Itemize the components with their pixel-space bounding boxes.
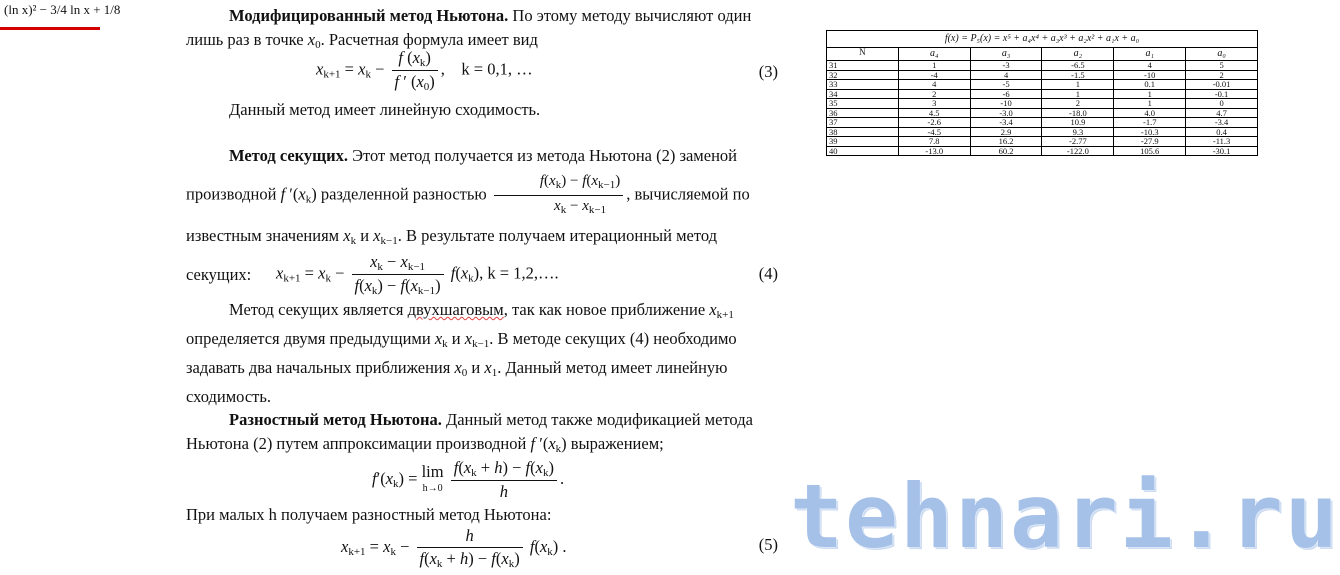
table-cell: 10.9 bbox=[1042, 118, 1114, 128]
table-title: f(x) = P₅(x) = x⁵ + a₄x⁴ + a₃x³ + a₂x² + a₁x + a₀ bbox=[827, 31, 1258, 48]
table-cell: -11.3 bbox=[1186, 137, 1258, 147]
table-cell: 4 bbox=[970, 70, 1042, 80]
eq3-tail: k = 0,1, … bbox=[461, 59, 533, 79]
table-row bbox=[827, 108, 1258, 118]
table-cell: -2.6 bbox=[898, 118, 970, 128]
equation-4: $x_{k+1} = x_k$ − $\frac{x_k - x_{k-1}}{f(x_k) - f(x_{k-1})}$ $f(x_k)$, k = 1,2,…. bbox=[276, 252, 559, 297]
table-header-cell: N bbox=[827, 48, 899, 61]
table-cell: 2 bbox=[898, 89, 970, 99]
table-cell: -3.4 bbox=[970, 118, 1042, 128]
table-cell: 36 bbox=[827, 108, 899, 118]
red-underline bbox=[0, 27, 100, 30]
table-cell: 31 bbox=[827, 61, 899, 71]
sec3-paragraph: Разностный метод Ньютона. Данный метод также модификацией метода Ньютона (2) путем аппроксимации производной f $'(x_k)$ выражением; bbox=[186, 410, 753, 455]
table-cell: -6.5 bbox=[1042, 61, 1114, 71]
coefficients-table-wrap bbox=[826, 30, 1258, 156]
table-cell: 1 bbox=[1114, 99, 1186, 109]
table-cell: 0.4 bbox=[1186, 127, 1258, 137]
table-cell: -4 bbox=[898, 70, 970, 80]
sec1-text2: . Расчетная формула имеет вид bbox=[320, 30, 538, 49]
table-row bbox=[827, 61, 1258, 71]
table-cell: 9.3 bbox=[1042, 127, 1114, 137]
sec3-after: При малых h получаем разностный метод Ньютона: bbox=[186, 505, 552, 524]
sec2-paragraph: Метод секущих. Этот метод получается из метода Ньютона (2) заменой производной f $'(x_k)$ разделенной разностью $\frac{f(x_k) - f(x_{k-1})}{x_k - x_{k-1}}$ , вычисляемой по известным значениям $x_k$ и $x_{k-1}$. В результате получаем итерационный метод секущих: bbox=[186, 146, 750, 284]
table-cell: -3.4 bbox=[1186, 118, 1258, 128]
table-cell: 1 bbox=[1114, 89, 1186, 99]
table-cell: -0.1 bbox=[1186, 89, 1258, 99]
table-header-cell: a₀ bbox=[1186, 48, 1258, 61]
table-cell: 35 bbox=[827, 99, 899, 109]
table-cell: -13.0 bbox=[898, 146, 970, 156]
table-cell: 2 bbox=[1186, 70, 1258, 80]
sec1-paragraph: Модифицированный метод Ньютона. По этому методу вычисляют один лишь раз в точке $x_0$. Расчетная формула имеет вид bbox=[186, 6, 752, 51]
table-cell: -27.9 bbox=[1114, 137, 1186, 147]
table-cell: 7.8 bbox=[898, 137, 970, 147]
table-cell: 3 bbox=[898, 99, 970, 109]
sec1-text1: По этому методу вычисляют один лишь раз в точке bbox=[186, 6, 752, 49]
table-cell: 105.6 bbox=[1114, 146, 1186, 156]
table-row bbox=[827, 137, 1258, 147]
table-row bbox=[827, 70, 1258, 80]
equation-derivative: $f'(x_k) = \lim$ h→0 $\frac{f(x_k + h) - f(x_k)}{h}$ . bbox=[372, 458, 565, 501]
table-cell: -3 bbox=[970, 61, 1042, 71]
table-cell: -2.77 bbox=[1042, 137, 1114, 147]
eq3-number: (3) bbox=[758, 62, 778, 81]
sec1-after: Данный метод имеет линейную сходимость. bbox=[229, 100, 541, 119]
table-cell: 33 bbox=[827, 80, 899, 90]
table-cell: 37 bbox=[827, 118, 899, 128]
sec2-paragraph2: Метод секущих является двухшаговым, так как новое приближение $x_{k+1}$ определяется двумя предыдущими $x_k$ и $x_{k-1}$. В методе секущих (4) необходимо задавать два начальных приближения $x_0$ и $x_1$. Данный метод имеет линейную сходимость. bbox=[186, 300, 737, 406]
table-cell: 1 bbox=[1042, 89, 1114, 99]
table-cell: -10 bbox=[970, 99, 1042, 109]
table-header-cell: a₄ bbox=[898, 48, 970, 61]
table-cell: -4.5 bbox=[898, 127, 970, 137]
table-header-cell: a₃ bbox=[970, 48, 1042, 61]
table-cell: 4.0 bbox=[1114, 108, 1186, 118]
table-cell: 60.2 bbox=[970, 146, 1042, 156]
table-row bbox=[827, 99, 1258, 109]
equation-5: $x_{k+1} = x_k$ − $\frac{h}{f(x_k + h) - f(x_k)}$ $f(x_k)$ . bbox=[341, 526, 567, 570]
table-cell: -10.3 bbox=[1114, 127, 1186, 137]
corner-formula: (ln x)² − 3/4 ln x + 1/8 bbox=[4, 2, 121, 17]
table-cell: 2.9 bbox=[970, 127, 1042, 137]
equation-3: $x_{k+1} = x_k$ − $\frac{f (x_k)}{f ' (x_0)}$ , k = 0,1, … bbox=[316, 48, 533, 93]
table-cell: 4.5 bbox=[898, 108, 970, 118]
table-cell: 34 bbox=[827, 89, 899, 99]
table-cell: 38 bbox=[827, 127, 899, 137]
table-row bbox=[827, 118, 1258, 128]
table-cell: 16.2 bbox=[970, 137, 1042, 147]
table-cell: 1 bbox=[898, 61, 970, 71]
table-cell: -6 bbox=[970, 89, 1042, 99]
table-cell: 4 bbox=[1114, 61, 1186, 71]
sec1-title: Модифицированный метод Ньютона. bbox=[229, 6, 509, 25]
table-cell: 5 bbox=[1186, 61, 1258, 71]
coefficients-table bbox=[826, 30, 1258, 156]
table-cell: 2 bbox=[1042, 99, 1114, 109]
table-cell: 39 bbox=[827, 137, 899, 147]
table-row bbox=[827, 89, 1258, 99]
table-cell: -1.7 bbox=[1114, 118, 1186, 128]
table-row bbox=[827, 146, 1258, 156]
wavy-word: двухшаговым bbox=[407, 300, 504, 319]
table-cell: -3.0 bbox=[970, 108, 1042, 118]
table-cell: -0.01 bbox=[1186, 80, 1258, 90]
table-cell: 0.1 bbox=[1114, 80, 1186, 90]
table-header-cell: a₂ bbox=[1042, 48, 1114, 61]
table-cell: 4.7 bbox=[1186, 108, 1258, 118]
eq4-number: (4) bbox=[758, 264, 778, 283]
watermark: tehnari.ru bbox=[790, 465, 1340, 568]
table-cell: -30.1 bbox=[1186, 146, 1258, 156]
table-cell: 1 bbox=[1042, 80, 1114, 90]
table-cell: 4 bbox=[898, 80, 970, 90]
sec3-title: Разностный метод Ньютона. bbox=[229, 410, 442, 429]
eq5-number: (5) bbox=[758, 535, 778, 554]
table-row bbox=[827, 80, 1258, 90]
sec2-title: Метод секущих. bbox=[229, 146, 348, 165]
table-header-cell: a₁ bbox=[1114, 48, 1186, 61]
table-cell: -1.5 bbox=[1042, 70, 1114, 80]
table-cell: -10 bbox=[1114, 70, 1186, 80]
table-cell: 0 bbox=[1186, 99, 1258, 109]
table-cell: 32 bbox=[827, 70, 899, 80]
table-cell: -18.0 bbox=[1042, 108, 1114, 118]
table-cell: -5 bbox=[970, 80, 1042, 90]
table-row bbox=[827, 127, 1258, 137]
table-cell: 40 bbox=[827, 146, 899, 156]
table-cell: -122.0 bbox=[1042, 146, 1114, 156]
